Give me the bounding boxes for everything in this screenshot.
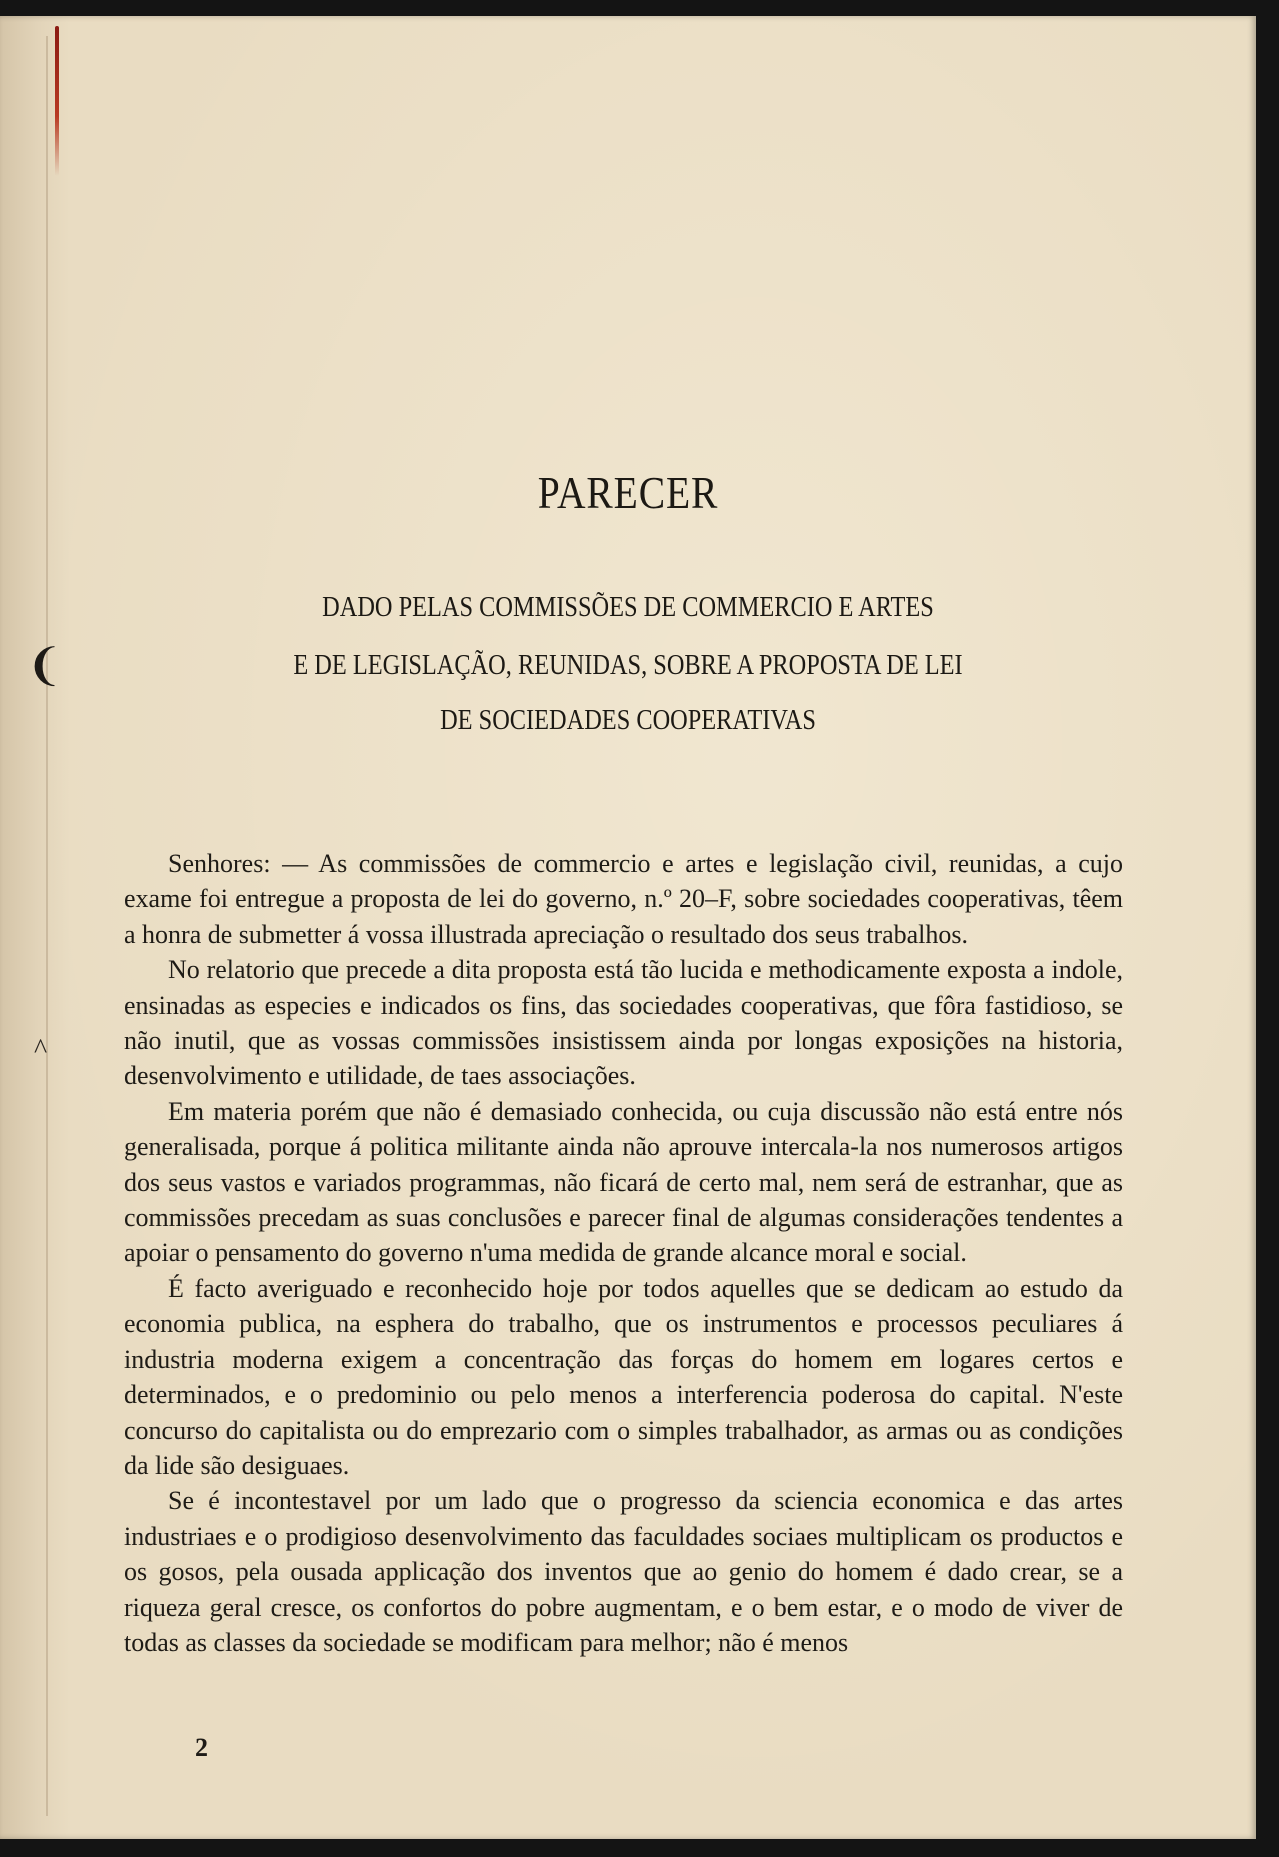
paragraph-1: Senhores: — As commissões de commercio e artes e legislação civil, reunidas, a cujo exame foi entregue a proposta de lei do governo, n.º 20–F, sobre sociedades cooperativas, têem a honra de submetter á vossa illustrada apreciação o resultado dos seus trabalhos. — [124, 849, 1123, 949]
subtitle-line-2: E DE LEGISLAÇÃO, REUNIDAS, SOBRE A PROPOSTA DE LEI — [293, 649, 963, 681]
page-number: 2 — [195, 1733, 208, 1762]
binding-hole-mark: ❨ — [26, 641, 63, 690]
binding-gutter — [46, 36, 48, 1816]
red-binding-mark — [55, 26, 59, 176]
margin-pencil-mark: ^ — [34, 1034, 48, 1065]
subtitle-line-1: DADO PELAS COMMISSÕES DE COMMERCIO E ARTES — [322, 591, 934, 623]
subtitle-line-3: DE SOCIEDADES COOPERATIVAS — [440, 704, 816, 736]
paragraph-3: Em materia porém que não é demasiado conhecida, ou cuja discussão não está entre nós generalisada, porque á politica militante ainda não aprouve intercala-la nos numerosos artigos dos seus vastos e variados programmas, não ficará de certo mal, nem será de estranhar, que as commissões precedam as suas conclusões e parecer final de algumas considerações tendentes a apoiar o pensamento do governo n'uma medida de grande alcance moral e social. — [124, 1096, 1123, 1268]
paragraph-2: No relatorio que precede a dita proposta está tão lucida e methodicamente exposta a indole, ensinadas as especies e indicados os fins, das sociedades cooperativas, que fôra fastidioso, se não inutil, que as vossas commissões insistissem ainda por longas exposições na historia, desenvolvimento e utilidade, de taes associações. — [124, 955, 1123, 1091]
body-text — [124, 846, 1123, 1660]
paragraph-5: Se é incontestavel por um lado que o progresso da sciencia economica e das artes industriaes e o prodigioso desenvolvimento das faculdades sociaes multiplicam os productos e os gosos, pela ousada applicação dos inventos que ao genio do homem é dado crear, se a riqueza geral cresce, os confortos do pobre augmentam, e o bem estar, e o modo de viver de todas as classes da sociedade se modificam para melhor; não é menos — [124, 1486, 1123, 1657]
document-page — [0, 16, 1256, 1839]
paragraph-4: É facto averiguado e reconhecido hoje por todos aquelles que se dedicam ao estudo da economia publica, na esphera do trabalho, que os instrumentos e processos peculiares á industria moderna exigem a concentração das forças do homem em logares certos e determinados, e o predominio ou pelo menos a interferencia poderosa do capital. N'este concurso do capitalista ou do emprezario com o simples trabalhador, as armas ou as condições da lide são desiguaes. — [124, 1273, 1123, 1480]
document-title: PARECER — [537, 467, 719, 518]
